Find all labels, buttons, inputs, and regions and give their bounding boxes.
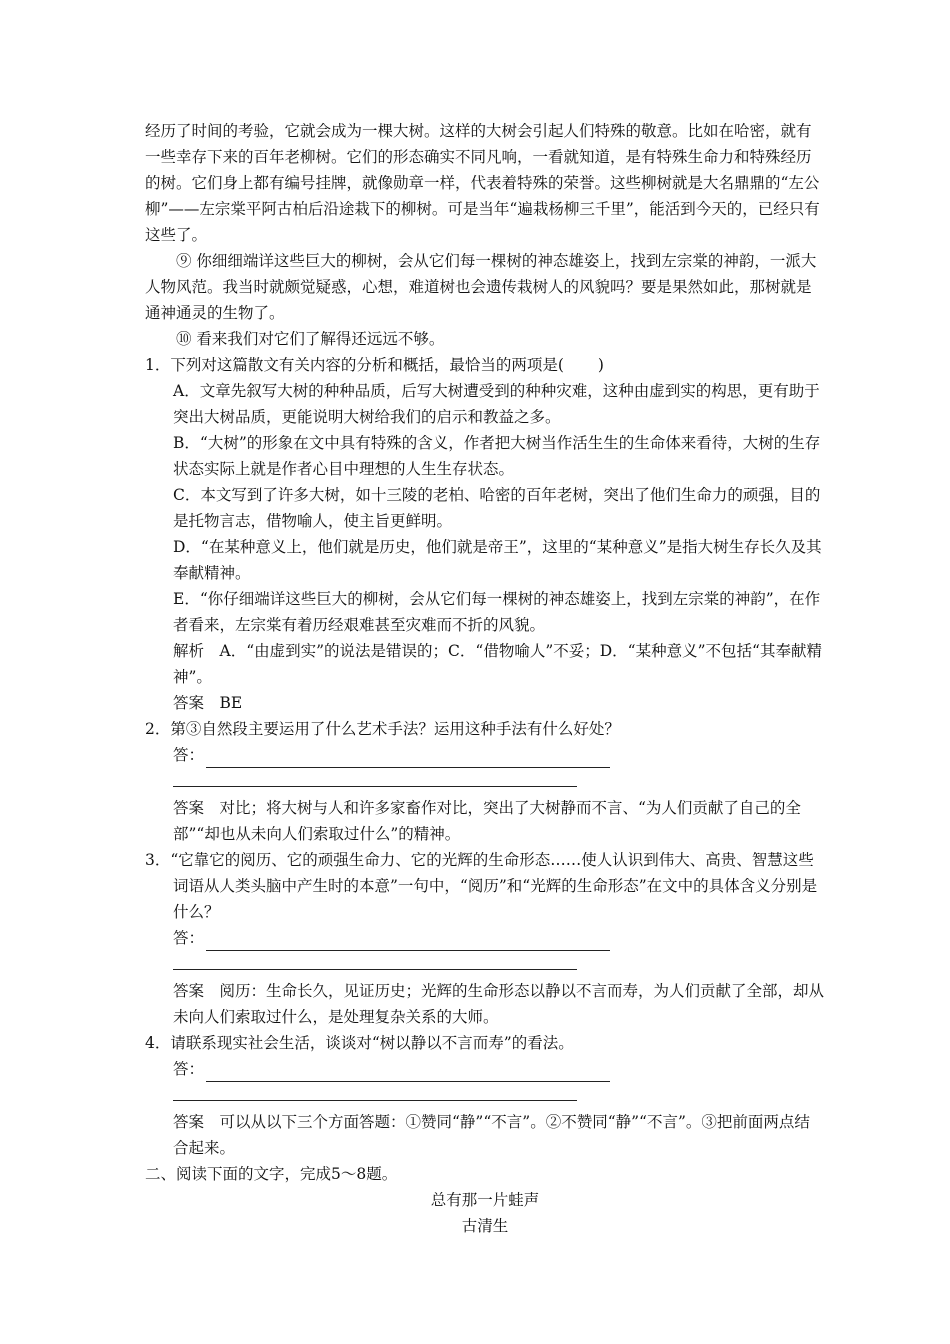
question-1-option-e: E．“你仔细端详这些巨大的柳树，会从它们每一棵树的神态雄姿上，找到左宗棠的神韵”，在作者看来，左宗棠有着历经艰难甚至灾难而不折的风貌。 xyxy=(173,590,821,634)
passage-paragraph-10: ⑩ 看来我们对它们了解得还远远不够。 xyxy=(176,330,445,348)
question-1-option-b: B．“大树”的形象在文中具有特殊的含义，作者把大树当作活生生的生命体来看待，大树的生存状态实际上就是作者心目中理想的人生生存状态。 xyxy=(173,434,821,478)
question-1-option-d: D．“在某种意义上，他们就是历史，他们就是帝王”，这里的“某种意义”是指大树生存长久及其奉献精神。 xyxy=(173,538,822,582)
question-1-stem: 1．下列对这篇散文有关内容的分析和概括，最恰当的两项是( ) xyxy=(145,356,604,374)
question-2-answer-line: 答： xyxy=(145,742,825,768)
answer-rule xyxy=(206,749,610,768)
question-4-answer-line: 答： xyxy=(145,1056,825,1082)
document-content xyxy=(145,118,825,1239)
question-2-answer: 答案 对比；将大树与人和许多家畜作对比，突出了大树静而不言、“为人们贡献了自己的全部”“却也从未向人们索取过什么”的精神。 xyxy=(173,799,801,843)
section-2-author: 古清生 xyxy=(461,1217,509,1235)
question-1-option-a: A．文章先叙写大树的种种品质，后写大树遭受到的种种灾难，这种由虚到实的构思，更有助于突出大树品质，更能说明大树给我们的启示和教益之多。 xyxy=(173,382,820,426)
passage-paragraph-9: ⑨ 你细细端详这些巨大的柳树，会从它们每一棵树的神态雄姿上，找到左宗棠的神韵，一派大人物风范。我当时就颇觉疑惑，心想，难道树也会遗传栽树人的风貌吗？要是果然如此，那树就是通神通灵的生物了。 xyxy=(145,252,817,322)
question-3-stem: 3．“它靠它的阅历、它的顽强生命力、它的光辉的生命形态……使人认识到伟大、高贵、智慧这些词语从人类头脑中产生时的本意”一句中，“阅历”和“光辉的生命形态”在文中的具体含义分别是什么？ xyxy=(145,851,818,921)
passage-paragraph-8: 经历了时间的考验，它就会成为一棵大树。这样的大树会引起人们特殊的敬意。比如在哈密，就有一些幸存下来的百年老柳树。它们的形态确实不同凡响，一看就知道，是有特殊生命力和特殊经历的树。它们身上都有编号挂牌，就像勋章一样，代表着特殊的荣誉。这些柳树就是大名鼎鼎的“左公柳”——左宗棠平阿古柏后沿途栽下的柳树。可是当年“遍栽杨柳三千里”，能活到今天的，已经只有这些了。 xyxy=(145,122,820,244)
section-2-heading: 二、阅读下面的文字，完成5～8题。 xyxy=(145,1165,398,1183)
question-4-stem: 4．请联系现实社会生活，谈谈对“树以静以不言而寿”的看法。 xyxy=(145,1034,574,1052)
section-2-title: 总有那一片蛙声 xyxy=(430,1191,540,1209)
question-1-answer: 答案 BE xyxy=(173,694,243,712)
answer-blank-rule xyxy=(173,768,577,787)
answer-blank-rule xyxy=(173,1082,577,1101)
answer-blank-rule xyxy=(173,951,577,970)
question-3-answer-line: 答： xyxy=(145,925,825,951)
question-1-analysis: 解析 A．“由虚到实”的说法是错误的；C．“借物喻人”不妥；D．“某种意义”不包括“其奉献精神”。 xyxy=(173,642,822,686)
question-1-option-c: C．本文写到了许多大树，如十三陵的老柏、哈密的百年老树，突出了他们生命力的顽强，目的是托物言志，借物喻人，使主旨更鲜明。 xyxy=(173,486,821,530)
question-4-answer: 答案 可以从以下三个方面答题：①赞同“静”“不言”。②不赞同“静”“不言”。③把前面两点结合起来。 xyxy=(173,1113,810,1157)
question-3-answer: 答案 阅历：生命长久，见证历史；光辉的生命形态以静以不言而寿，为人们贡献了全部，却从未向人们索取过什么，是处理复杂关系的大师。 xyxy=(173,982,825,1026)
answer-rule xyxy=(206,932,610,951)
question-2-stem: 2．第③自然段主要运用了什么艺术手法？运用这种手法有什么好处？ xyxy=(145,720,620,738)
answer-rule xyxy=(206,1063,610,1082)
